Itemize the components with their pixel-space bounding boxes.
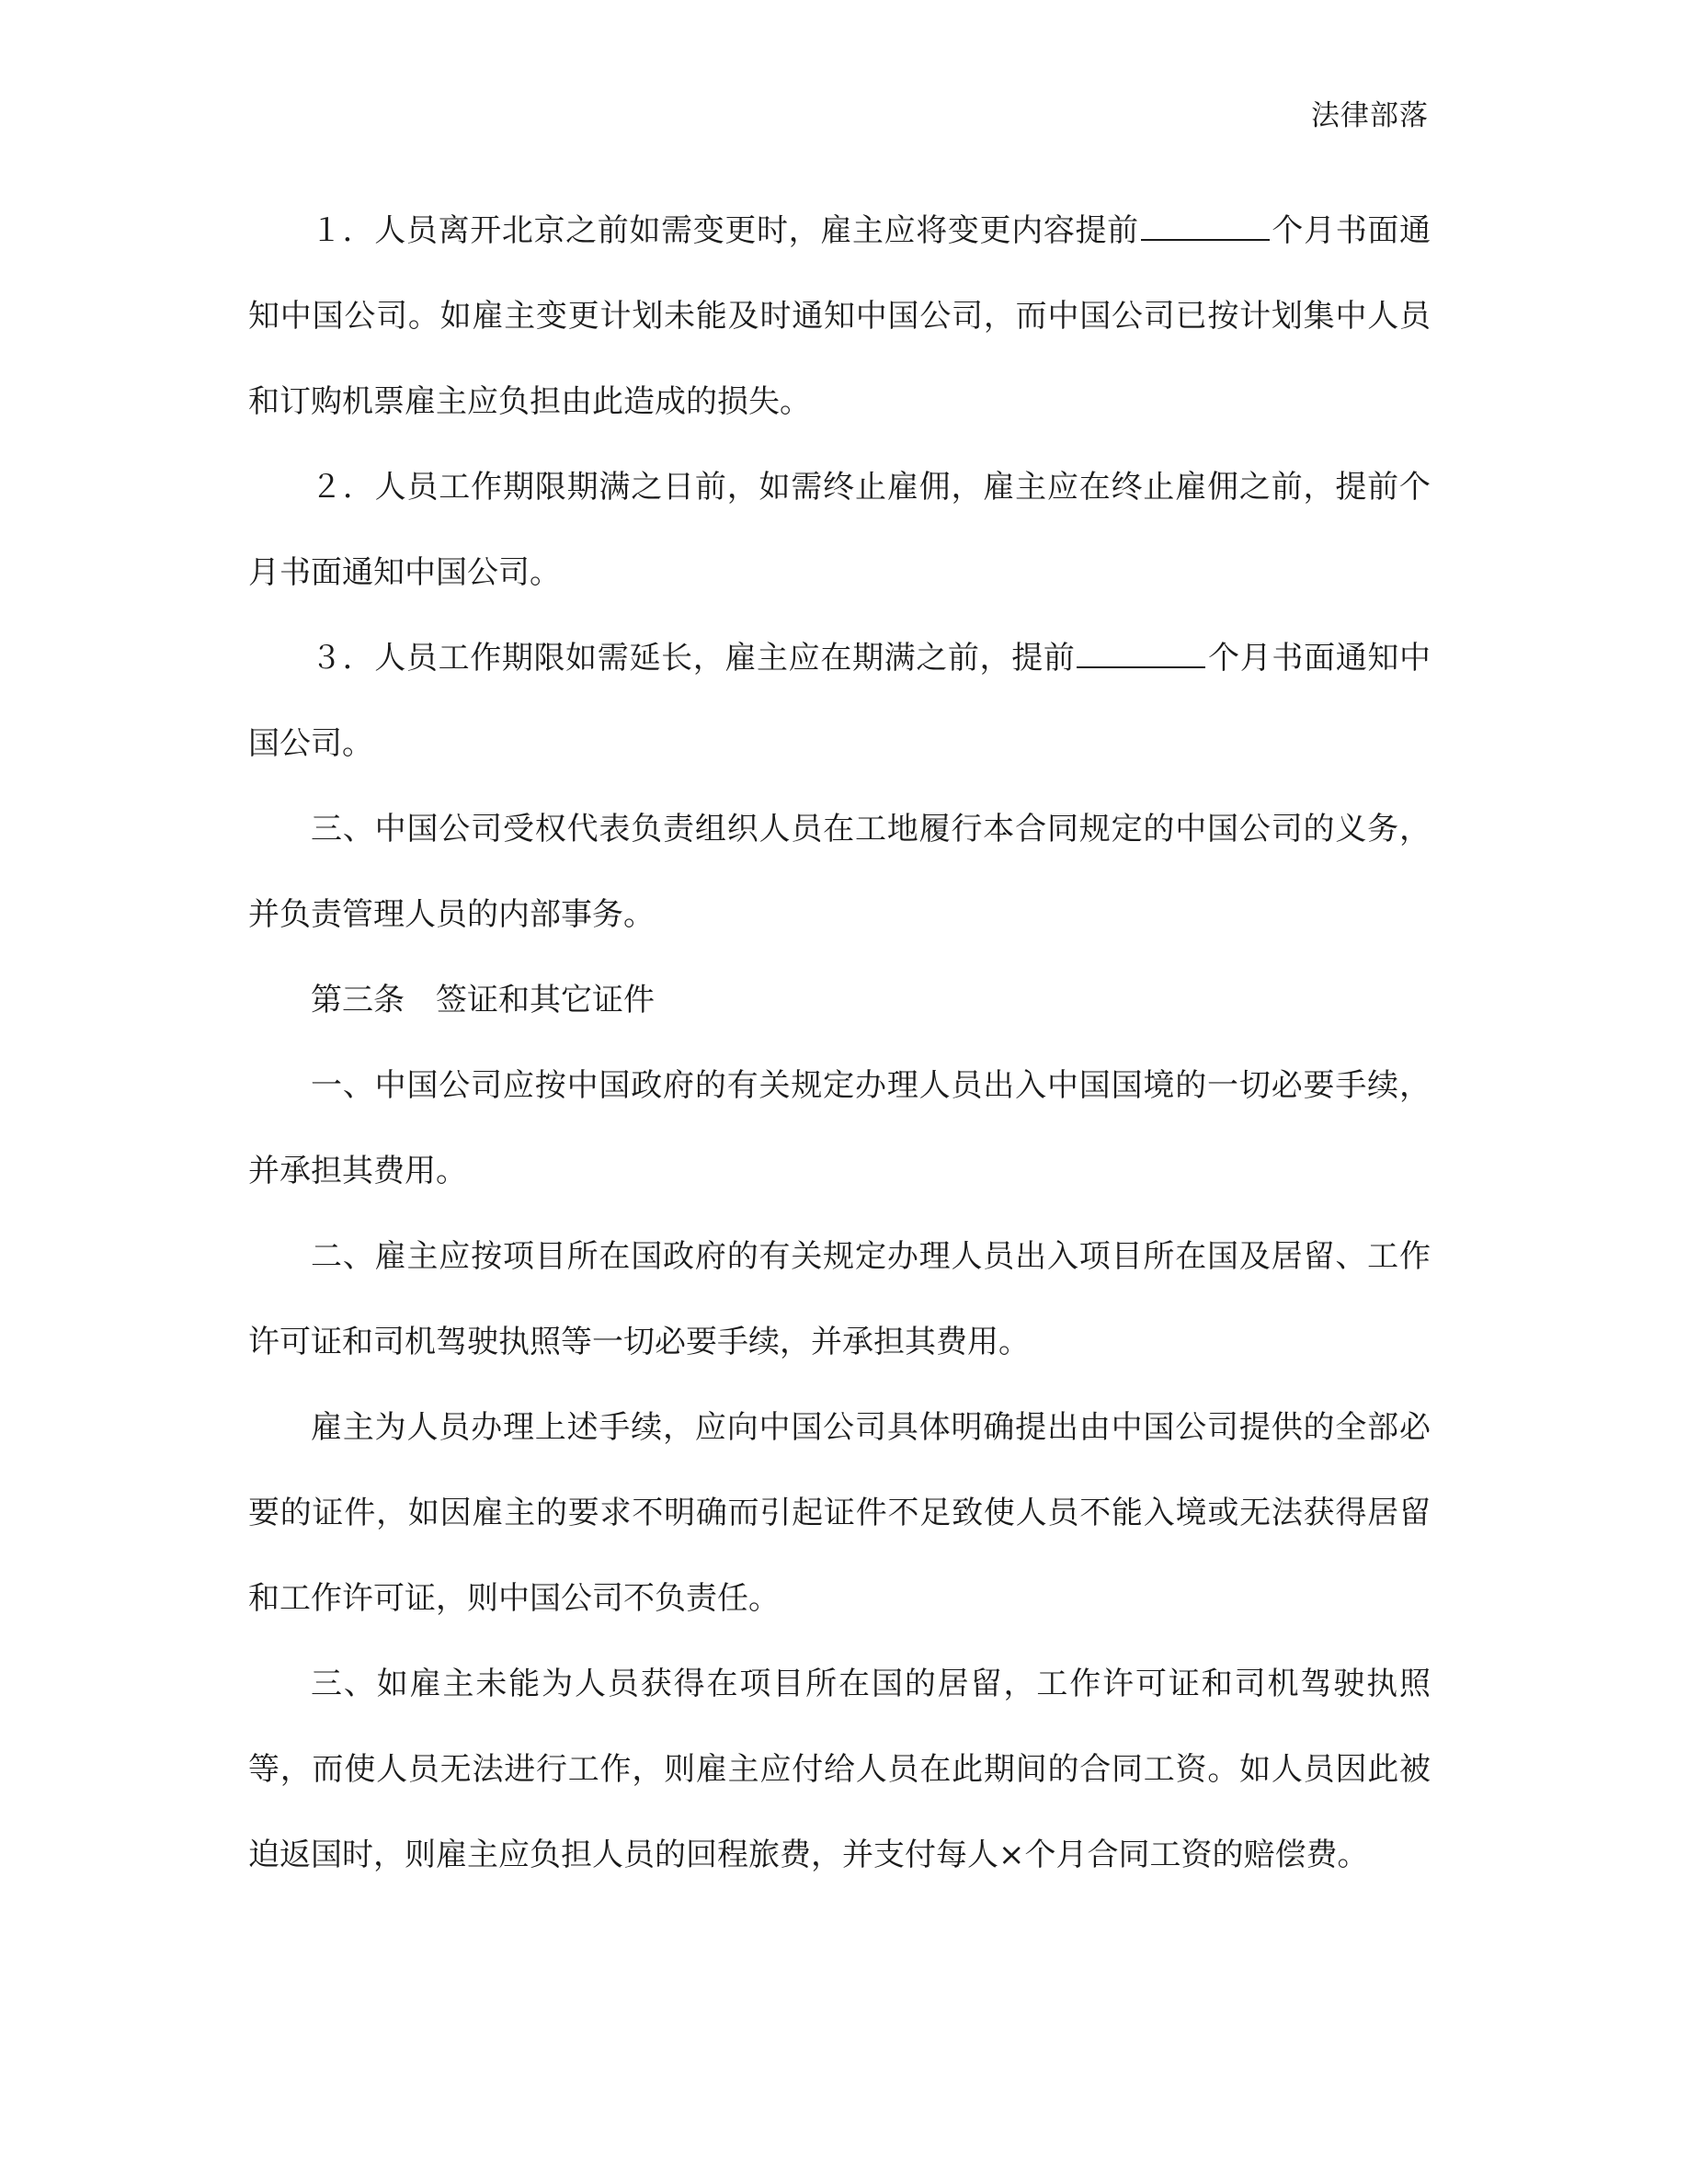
clause-china-exit-entry: 一、中国公司应按中国政府的有关规定办理人员出入中国国境的一切必要手续，并承担其费用。 (248, 1067, 1431, 1189)
clause-change-before-departure (248, 188, 1431, 445)
clause-host-country-permits: 二、雇主应按项目所在国政府的有关规定办理人员出入项目所在国及居留、工作许可证和司机驾驶执照等一切必要手续，并承担其费用。 (248, 1238, 1431, 1360)
clause-text: １．人员离开北京之前如需变更时，雇主应将变更内容提前 (311, 212, 1139, 249)
fill-in-blank (1141, 211, 1270, 241)
fill-in-blank (1077, 639, 1205, 668)
clause-text: 个月书面通知中国公司。 (248, 640, 1431, 762)
clause-term-extension (248, 616, 1431, 787)
clause-early-termination: ２．人员工作期限期满之日前，如需终止雇佣，雇主应在终止雇佣之前，提前个月书面通知中国公司。 (248, 469, 1431, 591)
article-heading: 第三条 签证和其它证件 (311, 982, 655, 1018)
contract-body (248, 188, 1431, 1898)
page-header: 法律部落 (1311, 99, 1429, 132)
clause-text: 个月书面通知中国公司。如雇主变更计划未能及时通知中国公司，而中国公司已按计划集中人员和订购机票雇主应负担由此造成的损失。 (248, 212, 1431, 420)
clause-permit-failure-compensation: 三、如雇主未能为人员获得在项目所在国的居留，工作许可证和司机驾驶执照等，而使人员无法进行工作，则雇主应付给人员在此期间的合同工资。如人员因此被迫返国时，则雇主应负担人员的回程旅费，并支付每人×个月合同工资的赔偿费。 (248, 1666, 1431, 1873)
clause-authorized-representative: 三、中国公司受权代表负责组织人员在工地履行本合同规定的中国公司的义务，并负责管理人员的内部事务。 (248, 811, 1431, 933)
clause-text: ３．人员工作期限如需延长，雇主应在期满之前，提前 (311, 640, 1076, 677)
clause-document-requirements: 雇主为人员办理上述手续，应向中国公司具体明确提出由中国公司提供的全部必要的证件，如因雇主的要求不明确而引起证件不足致使人员不能入境或无法获得居留和工作许可证，则中国公司不负责任。 (248, 1409, 1431, 1617)
